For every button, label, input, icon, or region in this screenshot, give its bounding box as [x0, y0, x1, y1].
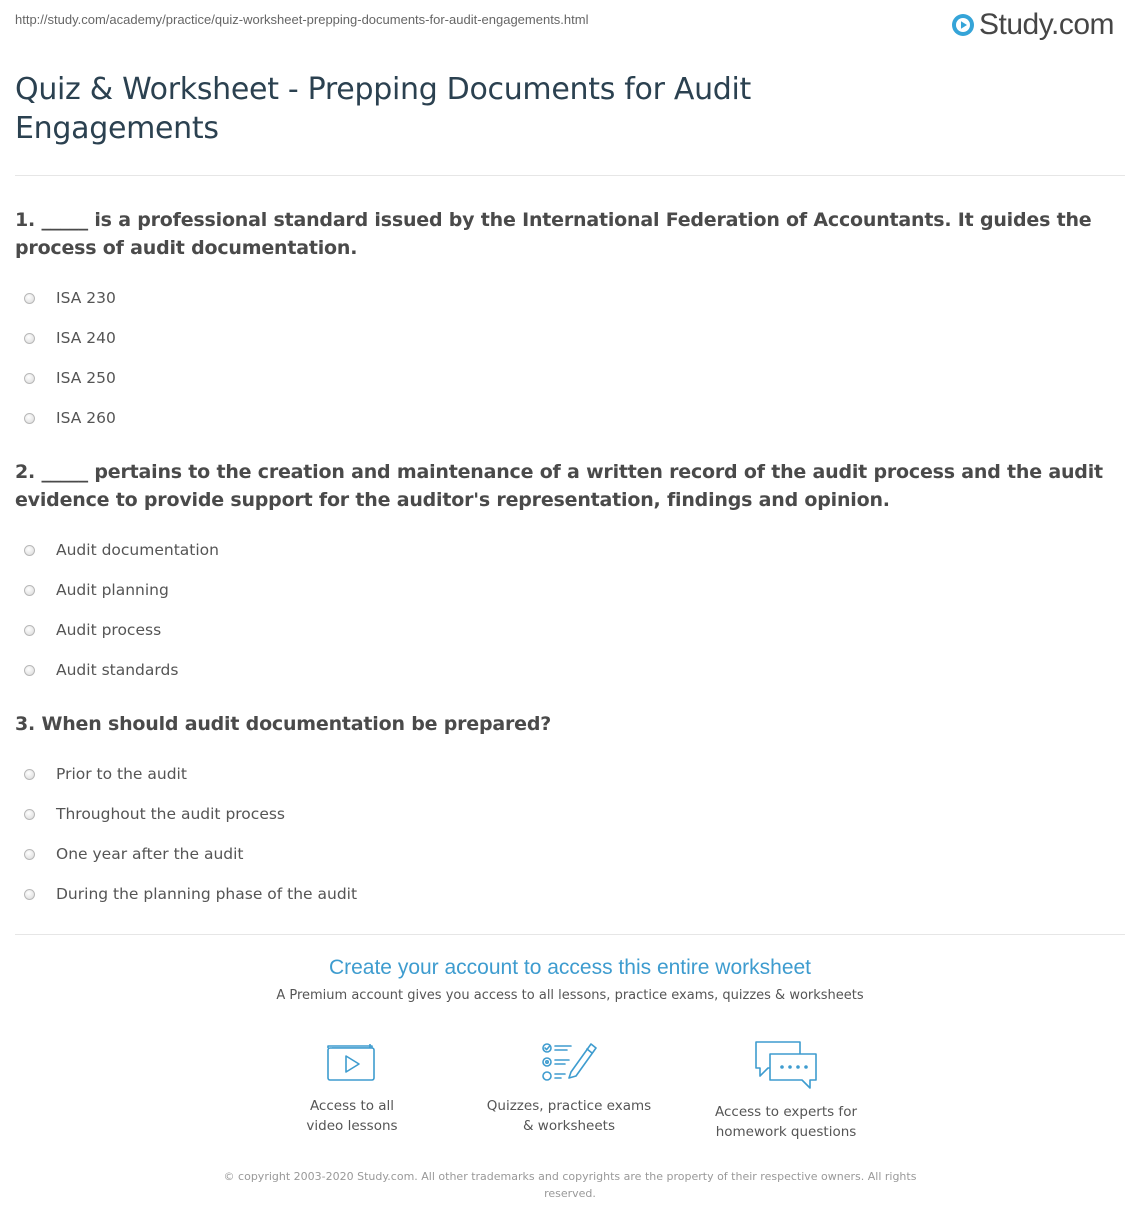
answer-option[interactable]	[15, 398, 1127, 438]
answer-option[interactable]	[15, 318, 1127, 358]
radio-button[interactable]	[24, 373, 35, 384]
cta-title-link[interactable]: Create your account to access this entire worksheet	[328, 956, 812, 979]
option-label: Audit planning	[56, 581, 169, 599]
option-label: ISA 240	[56, 329, 116, 347]
answer-option[interactable]	[15, 530, 1127, 570]
option-label: ISA 260	[56, 409, 116, 427]
page-title: Quiz & Worksheet - Prepping Documents for Audit Engagements	[15, 72, 752, 146]
option-label: ISA 230	[56, 289, 116, 307]
radio-button[interactable]	[24, 769, 35, 780]
answer-option[interactable]	[15, 794, 1127, 834]
answer-option[interactable]	[15, 610, 1127, 650]
answer-options	[15, 278, 1127, 438]
play-icon	[951, 13, 975, 37]
answer-option[interactable]	[15, 278, 1127, 318]
question-1	[15, 206, 1127, 438]
feature-label: Access to experts for homework questions	[714, 1104, 857, 1140]
radio-button[interactable]	[24, 293, 35, 304]
answer-option[interactable]	[15, 570, 1127, 610]
feature-label: Quizzes, practice exams & worksheets	[486, 1098, 652, 1134]
answer-option[interactable]	[15, 874, 1127, 914]
feature-quizzes	[469, 1040, 669, 1136]
option-label: One year after the audit	[56, 845, 244, 863]
question-text: 3. When should audit documentation be prepared?	[15, 713, 552, 735]
radio-button[interactable]	[24, 849, 35, 860]
option-label: Throughout the audit process	[56, 805, 286, 823]
header-divider	[15, 175, 1125, 176]
answer-options	[15, 530, 1127, 690]
radio-button[interactable]	[24, 333, 35, 344]
question-text: 2. _____ pertains to the creation and maintenance of a written record of the audit process and the audit evidence to provide support for the auditor's representation, findings and opinion.	[15, 461, 1103, 511]
option-label: During the planning phase of the audit	[56, 885, 358, 903]
answer-option[interactable]	[15, 834, 1127, 874]
answer-option[interactable]	[15, 754, 1127, 794]
radio-button[interactable]	[24, 413, 35, 424]
feature-label: Access to all video lessons	[306, 1098, 398, 1134]
radio-button[interactable]	[24, 545, 35, 556]
premium-cta	[0, 956, 1140, 1003]
cta-subtitle: A Premium account gives you access to all lessons, practice exams, quizzes & worksheets	[276, 988, 864, 1003]
radio-button[interactable]	[24, 809, 35, 820]
option-label: Audit documentation	[56, 541, 219, 559]
question-text: 1. _____ is a professional standard issued by the International Federation of Accountants. It guides the process of audit documentation.	[15, 209, 1092, 259]
answer-options	[15, 754, 1127, 914]
answer-option[interactable]	[15, 650, 1127, 690]
content-divider	[15, 934, 1125, 935]
chat-bubbles-icon	[754, 1040, 818, 1090]
feature-video-lessons	[252, 1040, 452, 1136]
feature-experts	[686, 1040, 886, 1142]
radio-button[interactable]	[24, 665, 35, 676]
copyright-footer: © copyright 2003-2020 Study.com. All other trademarks and copyrights are the property of their respective owners. All rights reserved.	[223, 1170, 917, 1200]
option-label: Audit process	[56, 621, 162, 639]
page-url: http://study.com/academy/practice/quiz-worksheet-prepping-documents-for-audit-engagements.html	[15, 12, 589, 27]
radio-button[interactable]	[24, 625, 35, 636]
option-label: Prior to the audit	[56, 765, 187, 783]
option-label: Audit standards	[56, 661, 179, 679]
radio-button[interactable]	[24, 585, 35, 596]
study-logo[interactable]	[951, 8, 1114, 42]
question-3	[15, 710, 1127, 914]
video-lessons-icon	[326, 1040, 378, 1084]
radio-button[interactable]	[24, 889, 35, 900]
question-2	[15, 458, 1127, 690]
logo-text: Study.com	[979, 8, 1114, 41]
answer-option[interactable]	[15, 358, 1127, 398]
quiz-checklist-icon	[541, 1040, 597, 1084]
option-label: ISA 250	[56, 369, 116, 387]
